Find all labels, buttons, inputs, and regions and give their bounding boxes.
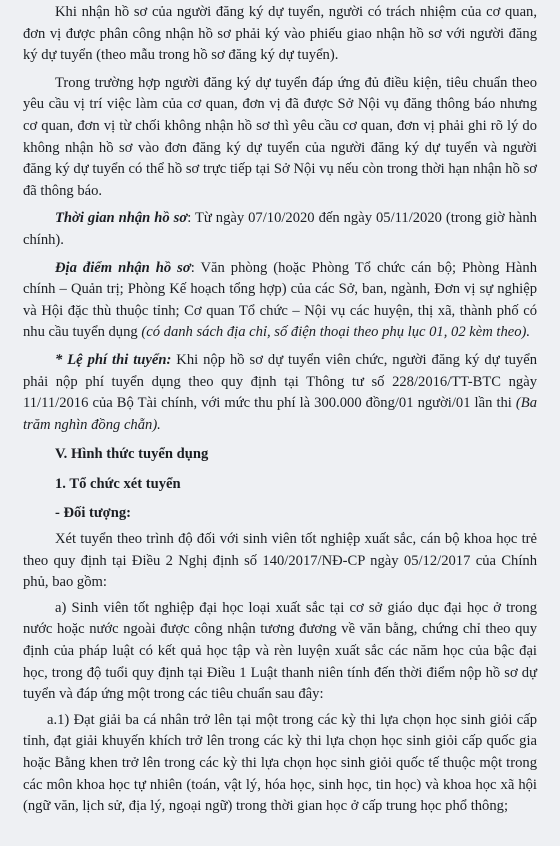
paragraph-time — [23, 208, 537, 251]
fee-text: Khi nộp hồ sơ dự tuyển viên chức, người đăng ký dự tuyển phải nộp phí tuyển dụng theo quy định tại Thông tư số 228/2016/TT-BTC ngày 11/11/2016 của Bộ Tài chính, với mức thu phí là 300.000 đồng/01 người/01 lần thi — [23, 351, 537, 412]
time-text: : Từ ngày 07/10/2020 đến ngày 05/11/2020 (trong giờ hành chính). — [23, 210, 537, 248]
section-heading-v: V. Hình thức tuyển dụng — [55, 446, 209, 463]
fee-label: * Lệ phí thi tuyển: — [55, 351, 172, 368]
subject-heading: - Đối tượng: — [55, 505, 132, 522]
paragraph-refusal: Trong trường hợp người đăng ký dự tuyển đáp ứng đủ điều kiện, tiêu chuẩn theo yêu cầu vị trí việc làm của cơ quan, đơn vị đã được Sở Nội vụ đăng thông báo nhưng cơ quan, đơn vị từ chối không nhận hồ sơ thì yêu cầu cơ quan, đơn vị phải ghi rõ lý do không nhận hồ sơ vào đơn đăng ký dự tuyển của người đăng ký dự tuyển và người đăng ký dự tuyển có thể hồ sơ trực tiếp tại Sở Nội vụ nếu còn trong thời hạn nhận hồ sơ đã thông báo. — [23, 74, 537, 199]
paragraph-a1: a.1) Đạt giải ba cá nhân trở lên tại một trong các kỳ thi lựa chọn học sinh giỏi cấp tỉnh, đạt giải khuyến khích trở lên trong các kỳ thi lựa chọn học sinh giỏi cấp quốc gia hoặc Bằng khen trở lên trong các kỳ thi lựa chọn học sinh giỏi quốc tế thuộc một trong các môn khoa học tự nhiên (toán, vật lý, hóa học, sinh học, tin học) và khoa học xã hội (ngữ văn, lịch sử, địa lý, ngoại ngữ) trong thời gian học ở cấp trung học phổ thông; — [23, 711, 537, 815]
place-text: : Văn phòng (hoặc Phòng Tổ chức cán bộ; Phòng Hành chính – Quản trị; Phòng Kế hoạch tổng hợp) của các Sở, ban, ngành, Đơn vị sự nghiệp và Hội đặc thù thuộc tỉnh; Cơ quan Tổ chức – Nội vụ các huyện, thị xã, thành phố có nhu cầu tuyển dụng — [23, 259, 537, 341]
place-label: Địa điểm nhận hồ sơ — [55, 259, 191, 276]
paragraph-fee — [23, 350, 537, 436]
paragraph-subject: Xét tuyển theo trình độ đối với sinh viên tốt nghiệp xuất sắc, cán bộ khoa học trẻ theo quy định tại Điều 2 Nghị định số 140/2017/NĐ-CP ngày 05/12/2017 của Chính phủ, bao gồm: — [23, 531, 537, 591]
place-note: (có danh sách địa chỉ, số điện thoại theo phụ lục 01, 02 kèm theo). — [141, 324, 531, 341]
paragraph-a: a) Sinh viên tốt nghiệp đại học loại xuất sắc tại cơ sở giáo dục đại học ở trong nước hoặc nước ngoài được công nhận tương đương về văn bằng, chứng chỉ theo quy định của pháp luật có kết quả học tập và rèn luyện xuất sắc các năm học của bậc đại học, trong độ tuổi quy định tại Điều 1 Luật thanh niên tính đến thời điểm nộp hồ sơ dự tuyển và đáp ứng một trong các tiêu chuẩn sau đây: — [23, 599, 537, 703]
fee-note: (Ba trăm nghìn đồng chẵn). — [23, 395, 537, 433]
section-heading-1: 1. Tổ chức xét tuyển — [55, 475, 181, 492]
paragraph-place — [23, 258, 537, 344]
time-label: Thời gian nhận hồ sơ — [55, 210, 188, 227]
paragraph-receipt: Khi nhận hồ sơ của người đăng ký dự tuyển, người có trách nhiệm của cơ quan, đơn vị được phân công nhận hồ sơ phải ký vào phiếu giao nhận hồ sơ với người đăng ký dự tuyển (theo mẫu trong hồ sơ đăng ký dự tuyển). — [23, 4, 537, 64]
